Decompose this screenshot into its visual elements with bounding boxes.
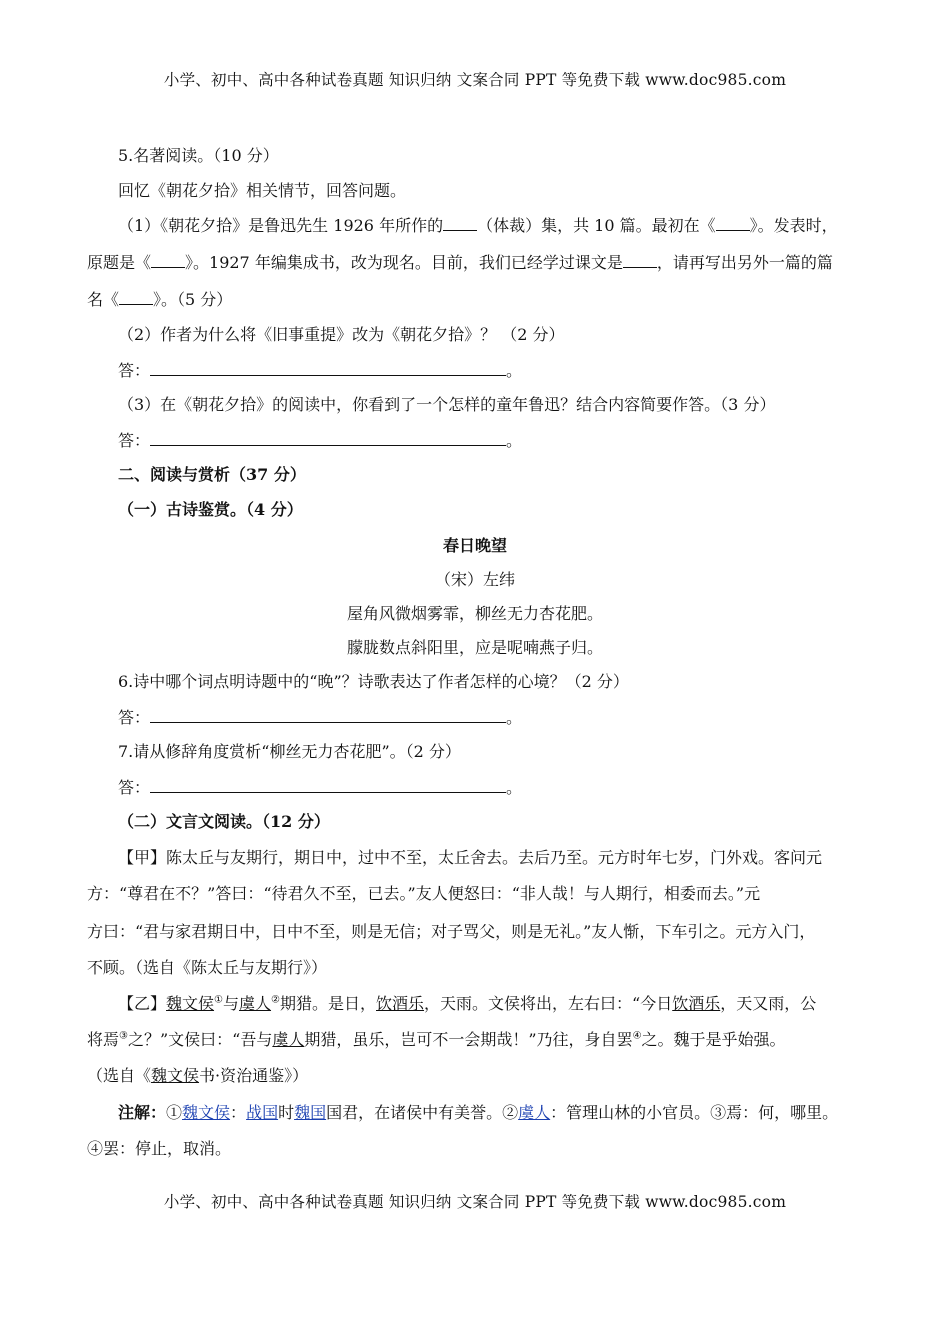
term-wei-wenhou: 魏文侯 [151, 1066, 200, 1085]
q5-part1-line2: 原题是《 》。1927 年编集成书，改为现名。目前，我们已经学过课文是 ，请再写出另外一篇的篇 [87, 253, 833, 272]
part2-title: （二）文言文阅读。（12 分） [118, 812, 330, 831]
blank-publication[interactable] [716, 215, 750, 231]
link-zhanguo[interactable]: 战国 [246, 1103, 279, 1122]
q5-title: 5.名著阅读。（10 分） [118, 146, 279, 165]
term-wei-wenhou: 魏文侯 [166, 994, 215, 1013]
poem-author: （宋）左纬 [434, 570, 515, 589]
q7-answer: 答： 。 [118, 778, 523, 797]
answer-line[interactable] [150, 430, 506, 446]
term-yuren: 虞人 [239, 994, 272, 1013]
q5-part1-line3: 名《 》。（5 分） [87, 290, 233, 309]
answer-line[interactable] [150, 777, 506, 793]
jia-line4: 不顾。（选自《陈太丘与友期行》） [87, 958, 328, 977]
q7: 7.请从修辞角度赏析“柳丝无力杏花肥”。（2 分） [118, 742, 461, 761]
poem-line1: 屋角风微烟雾霏，柳丝无力杏花肥。 [346, 604, 603, 623]
page-header: 小学、初中、高中各种试卷真题 知识归纳 文案合同 PPT 等免费下载 www.doc985.com [163, 71, 787, 89]
link-wei-wenhou[interactable]: 魏文侯 [182, 1103, 231, 1122]
term-yinjiule: 饮酒乐 [672, 994, 721, 1013]
term-yinjiule: 饮酒乐 [376, 994, 425, 1013]
jia-line3: 方曰：“君与家君期日中，日中不至，则是无信；对子骂父，则是无礼。”友人惭，下车引之。元方入门， [87, 922, 816, 941]
poem-title: 春日晚望 [442, 536, 507, 555]
link-weiguo[interactable]: 魏国 [294, 1103, 327, 1122]
blank-learned-text[interactable] [623, 252, 657, 268]
q5-part1-line1: （1）《朝花夕拾》是鲁迅先生 1926 年所作的 （体裁）集，共 10 篇。最初在《 》。发表时， [118, 216, 838, 235]
answer-line[interactable] [150, 707, 506, 723]
blank-genre[interactable] [443, 215, 477, 231]
blank-original-title[interactable] [151, 252, 185, 268]
q5-part2-answer: 答： 。 [118, 361, 523, 380]
jia-line2: 方：“尊君在不？”答曰：“待君久不至，已去。”友人便怒曰：“非人哉！与人期行，相委而去。”元 [87, 884, 761, 903]
answer-line[interactable] [150, 360, 506, 376]
notes-line1: 注解：①魏文侯：战国时魏国国君，在诸侯中有美誉。②虞人：管理山林的小官员。③焉：何，哪里。 [118, 1103, 839, 1122]
q5-part3: （3）在《朝花夕拾》的阅读中，你看到了一个怎样的童年鲁迅？结合内容简要作答。（3 分） [118, 395, 776, 414]
term-yuren: 虞人 [272, 1030, 305, 1049]
notes-line2: ④罢：停止，取消。 [87, 1139, 232, 1158]
q6: 6.诗中哪个词点明诗题中的“晚”？诗歌表达了作者怎样的心境？（2 分） [118, 672, 629, 691]
part1-title: （一）古诗鉴赏。（4 分） [118, 500, 303, 519]
page-footer: 小学、初中、高中各种试卷真题 知识归纳 文案合同 PPT 等免费下载 www.doc985.com [163, 1193, 787, 1211]
q5-part2: （2）作者为什么将《旧事重提》改为《朝花夕拾》？ （2 分） [118, 325, 565, 344]
section2-title: 二、阅读与赏析（37 分） [118, 465, 306, 484]
yi-line3: （选自《魏文侯书·资治通鉴》） [87, 1066, 309, 1085]
q5-part3-answer: 答： 。 [118, 431, 523, 450]
yi-line2: 将焉③之？”文侯曰：“吾与虞人期猎，虽乐，岂可不一会期哉！”乃往，身自罢④之。魏于是乎始强。 [87, 1030, 786, 1049]
jia-line1: 【甲】陈太丘与友期行，期日中，过中不至，太丘舍去。去后乃至。元方时年七岁，门外戏。客问元 [118, 848, 823, 867]
blank-other-title[interactable] [119, 289, 153, 305]
yi-line1: 【乙】魏文侯①与虞人②期猎。是日，饮酒乐，天雨。文侯将出，左右曰：“今日饮酒乐，天又雨，公 [118, 994, 817, 1013]
link-yuren[interactable]: 虞人 [518, 1103, 551, 1122]
notes-label: 注解： [118, 1103, 167, 1122]
poem-line2: 朦胧数点斜阳里，应是呢喃燕子归。 [346, 638, 603, 657]
q5-intro: 回忆《朝花夕拾》相关情节，回答问题。 [118, 181, 407, 200]
q6-answer: 答： 。 [118, 708, 523, 727]
